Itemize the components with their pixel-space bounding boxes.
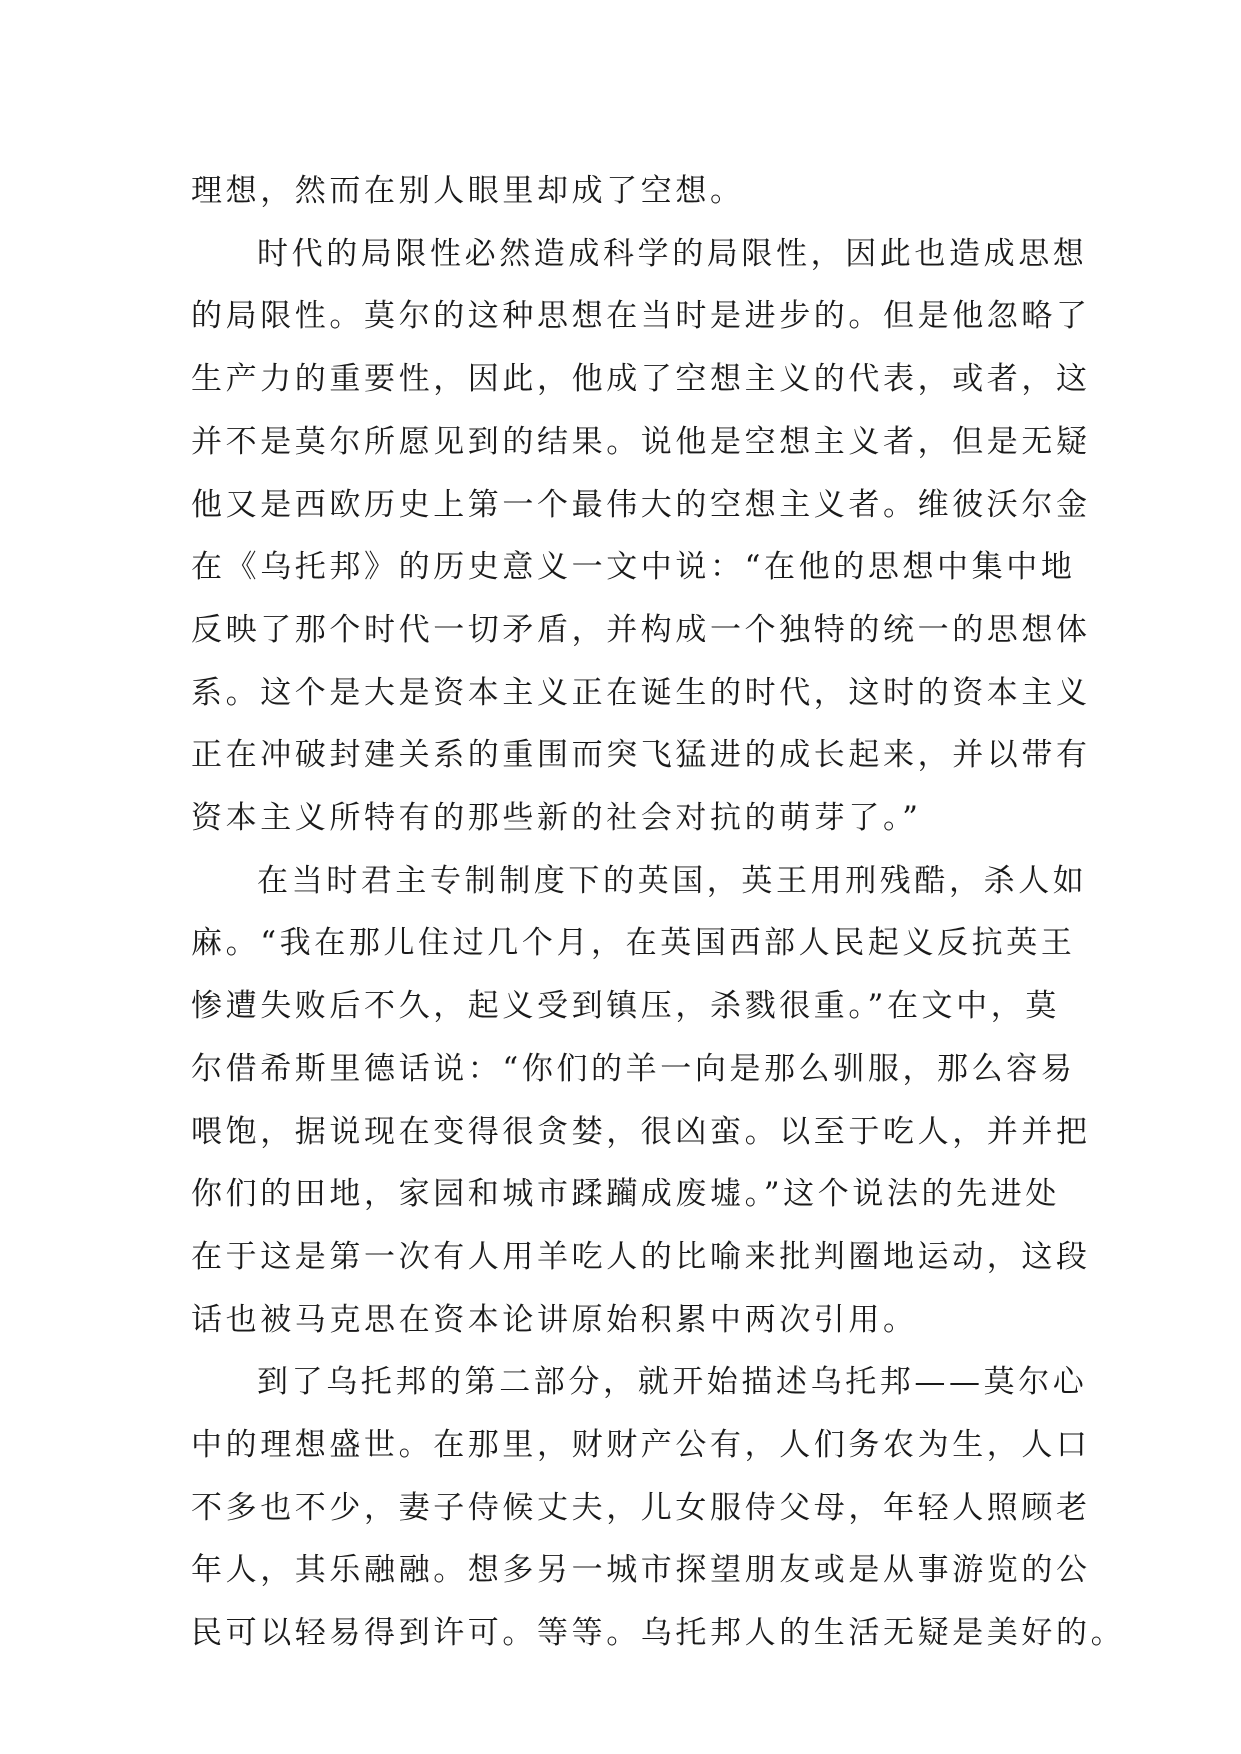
text-line: 他又是西欧历史上第一个最伟大的空想主义者。维彼沃尔金 (191, 486, 1091, 523)
text-line: 资本主义所特有的那些新的社会对抗的萌芽了。” (191, 800, 922, 837)
text-line: 年人，其乐融融。想多另一城市探望朋友或是从事游览的公 (191, 1552, 1091, 1589)
text-line: 并不是莫尔所愿见到的结果。说他是空想主义者，但是无疑 (191, 423, 1091, 460)
text-line: 惨遭失败后不久，起义受到镇压，杀戮很重。”在文中，莫 (191, 988, 1060, 1025)
text-line: 在《乌托邦》的历史意义一文中说：“在他的思想中集中地 (191, 549, 1076, 586)
text-line: 正在冲破封建关系的重围而突飞猛进的成长起来，并以带有 (191, 737, 1091, 774)
text-line: 麻。“我在那儿住过几个月，在英国西部人民起义反抗英王 (191, 925, 1076, 962)
text-line: 系。这个是大是资本主义正在诞生的时代，这时的资本主义 (191, 674, 1091, 711)
text-line: 反映了那个时代一切矛盾，并构成一个独特的统一的思想体 (191, 611, 1091, 648)
text-line: 的局限性。莫尔的这种思想在当时是进步的。但是他忽略了 (191, 298, 1091, 335)
text-line: 民可以轻易得到许可。等等。乌托邦人的生活无疑是美好的。 (191, 1615, 1126, 1652)
text-line: 你们的田地，家园和城市蹂躏成废墟。”这个说法的先进处 (191, 1176, 1060, 1213)
paragraph (191, 1351, 1126, 1665)
text-line: 到了乌托邦的第二部分，就开始描述乌托邦——莫尔心 (257, 1364, 1088, 1401)
text-line: 时代的局限性必然造成科学的局限性，因此也造成思想 (257, 235, 1088, 272)
paragraph (191, 850, 1091, 1352)
text-line: 喂饱，据说现在变得很贪婪，很凶蛮。以至于吃人，并并把 (191, 1113, 1091, 1150)
text-line: 不多也不少，妻子侍候丈夫，儿女服侍父母，年轻人照顾老 (191, 1489, 1091, 1526)
text-line: 理想，然而在别人眼里却成了空想。 (191, 173, 745, 209)
text-line: 中的理想盛世。在那里，财财产公有，人们务农为生，人口 (191, 1427, 1091, 1464)
text-line: 生产力的重要性，因此，他成了空想主义的代表，或者，这 (191, 361, 1091, 398)
paragraph (191, 223, 1091, 850)
text-line: 话也被马克思在资本论讲原始积累中两次引用。 (191, 1301, 918, 1338)
paragraph (191, 160, 1051, 223)
text-line: 在当时君主专制制度下的英国，英王用刑残酷，杀人如 (257, 862, 1088, 899)
body-text (191, 160, 1126, 1665)
text-line: 在于这是第一次有人用羊吃人的比喻来批判圈地运动，这段 (191, 1238, 1091, 1275)
text-line: 尔借希斯里德话说：“你们的羊一向是那么驯服，那么容易 (191, 1050, 1076, 1087)
